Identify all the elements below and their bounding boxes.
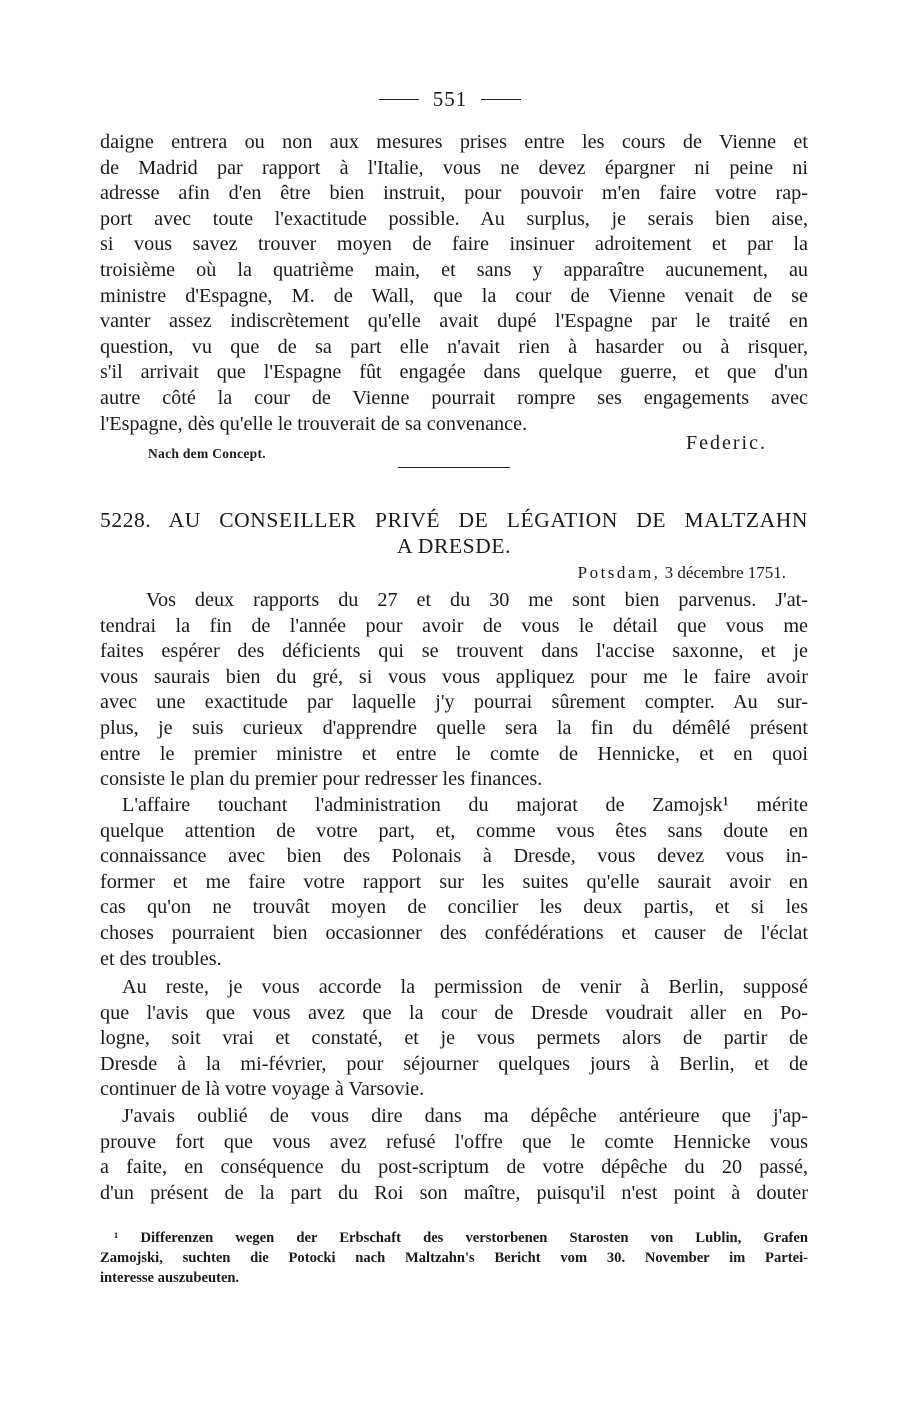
source-note: Nach dem Concept. bbox=[148, 446, 266, 461]
date-text: 3 décembre 1751. bbox=[664, 563, 786, 582]
header-dash-right bbox=[481, 99, 521, 100]
text-line: Vos deux rapports du 27 et du 30 me sont bien parvenus. J'at- bbox=[146, 589, 808, 611]
text-line: logne, soit vrai et constaté, et je vous permets alors de partir de bbox=[100, 1027, 808, 1050]
text-line: J'avais oublié de vous dire dans ma dépêche antérieure que j'ap- bbox=[122, 1105, 808, 1127]
text-line: L'affaire touchant l'administration du majorat de Zamojsk¹ mérite bbox=[122, 794, 808, 816]
letter-heading: 5228. AU CONSEILLER PRIVÉ DE LÉGATION DE MALTZAHN bbox=[100, 508, 808, 532]
text-line: prouve fort que vous avez refusé l'offre que le comte Hennicke vous bbox=[100, 1130, 808, 1153]
text-line: s'il arrivait que l'Espagne fût engagée dans quelque guerre, et que d'un bbox=[100, 361, 808, 384]
text-line: faites espérer des déficients qui se trouvent dans l'accise saxonne, et je bbox=[100, 640, 808, 663]
text-line: continuer de là votre voyage à Varsovie. bbox=[100, 1078, 425, 1101]
footnote-line: ¹ Differenzen wegen der Erbschaft des verstorbenen Starosten von Lublin, Grafen bbox=[114, 1230, 808, 1246]
text-line: cas qu'on ne trouvât moyen de concilier les deux partis, et si les bbox=[100, 896, 808, 919]
text-line: autre côté la cour de Vienne pourrait rompre ses engagements avec bbox=[100, 386, 808, 409]
text-line: avec une exactitude par laquelle j'y pourrai sûrement compter. Au sur- bbox=[100, 691, 808, 714]
signature: Federic. bbox=[686, 432, 767, 454]
paragraph-1 bbox=[100, 588, 808, 793]
text-line: vous saurais bien du gré, si vous vous appliquez pour me le faire avoir bbox=[100, 665, 808, 688]
text-line: entre le premier ministre et entre le comte de Hennicke, et en quoi bbox=[100, 742, 808, 765]
text-line: si vous savez trouver moyen de faire insinuer adroitement et par la bbox=[100, 233, 808, 256]
text-line: daigne entrera ou non aux mesures prises entre les cours de Vienne et bbox=[100, 131, 808, 153]
footnote-line: Zamojski, suchten die Potocki nach Maltzahn's Bericht vom 30. November im Partei- bbox=[100, 1250, 808, 1266]
footnote bbox=[100, 1228, 808, 1288]
paragraph-2 bbox=[100, 793, 808, 972]
text-line: adresse afin d'en être bien instruit, pour pouvoir m'en faire votre rap- bbox=[100, 182, 808, 205]
text-line: Au reste, je vous accorde la permission de venir à Berlin, supposé bbox=[122, 976, 808, 998]
text-line: de Madrid par rapport à l'Italie, vous ne devez épargner ni peine ni bbox=[100, 156, 808, 179]
text-line: port avec toute l'exactitude possible. Au surplus, je serais bien aise, bbox=[100, 207, 808, 230]
letter-heading-destination: A DRESDE. bbox=[396, 534, 512, 558]
continuation-text bbox=[100, 130, 808, 437]
text-line: a faite, en conséquence du post-scriptum de votre dépêche du 20 passé, bbox=[100, 1156, 808, 1179]
footnote-line: interesse auszubeuten. bbox=[100, 1270, 240, 1286]
text-line: tendrai la fin de l'année pour avoir de vous le détail que vous me bbox=[100, 614, 808, 637]
page-number: 551 bbox=[432, 86, 468, 111]
text-line: troisième où la quatrième main, et sans y apparaître aucunement, au bbox=[100, 258, 808, 281]
text-line: former et me faire votre rapport sur les suites qu'elle saurait avoir en bbox=[100, 870, 808, 893]
page-header bbox=[0, 84, 900, 114]
text-line: d'un présent de la part du Roi son maître, puisqu'il n'est point à douter bbox=[100, 1181, 808, 1204]
text-line: vanter assez indiscrètement qu'elle avait dupé l'Espagne par le traité en bbox=[100, 310, 808, 333]
text-line: connaissance avec bien des Polonais à Dresde, vous devez vous in- bbox=[100, 845, 808, 868]
paragraph-4 bbox=[100, 1104, 808, 1206]
text-line: Dresde à la mi-février, pour séjourner quelques jours à Berlin, et de bbox=[100, 1052, 808, 1075]
text-line: que l'avis que vous avez que la cour de Dresde voudrait aller en Po- bbox=[100, 1001, 808, 1024]
text-line: quelque attention de votre part, et, comme vous êtes sans doute en bbox=[100, 819, 808, 842]
paragraph-3 bbox=[100, 975, 808, 1103]
text-line: et des troubles. bbox=[100, 947, 222, 970]
text-line: question, vu que de sa part elle n'avait rien à hasarder ou à risquer, bbox=[100, 335, 808, 358]
text-line: plus, je suis curieux d'apprendre quelle sera la fin du démêlé présent bbox=[100, 716, 808, 739]
text-line: consiste le plan du premier pour redresser les finances. bbox=[100, 768, 543, 791]
date-place: Potsdam, bbox=[577, 563, 661, 582]
dateline bbox=[578, 563, 786, 583]
text-line: ministre d'Espagne, M. de Wall, que la cour de Vienne venait de se bbox=[100, 284, 808, 307]
text-line: choses pourraient bien occasionner des confédérations et causer de l'éclat bbox=[100, 921, 808, 944]
section-separator bbox=[398, 467, 510, 468]
text-line: l'Espagne, dès qu'elle le trouverait de sa convenance. bbox=[100, 412, 528, 435]
header-dash-left bbox=[379, 99, 419, 100]
